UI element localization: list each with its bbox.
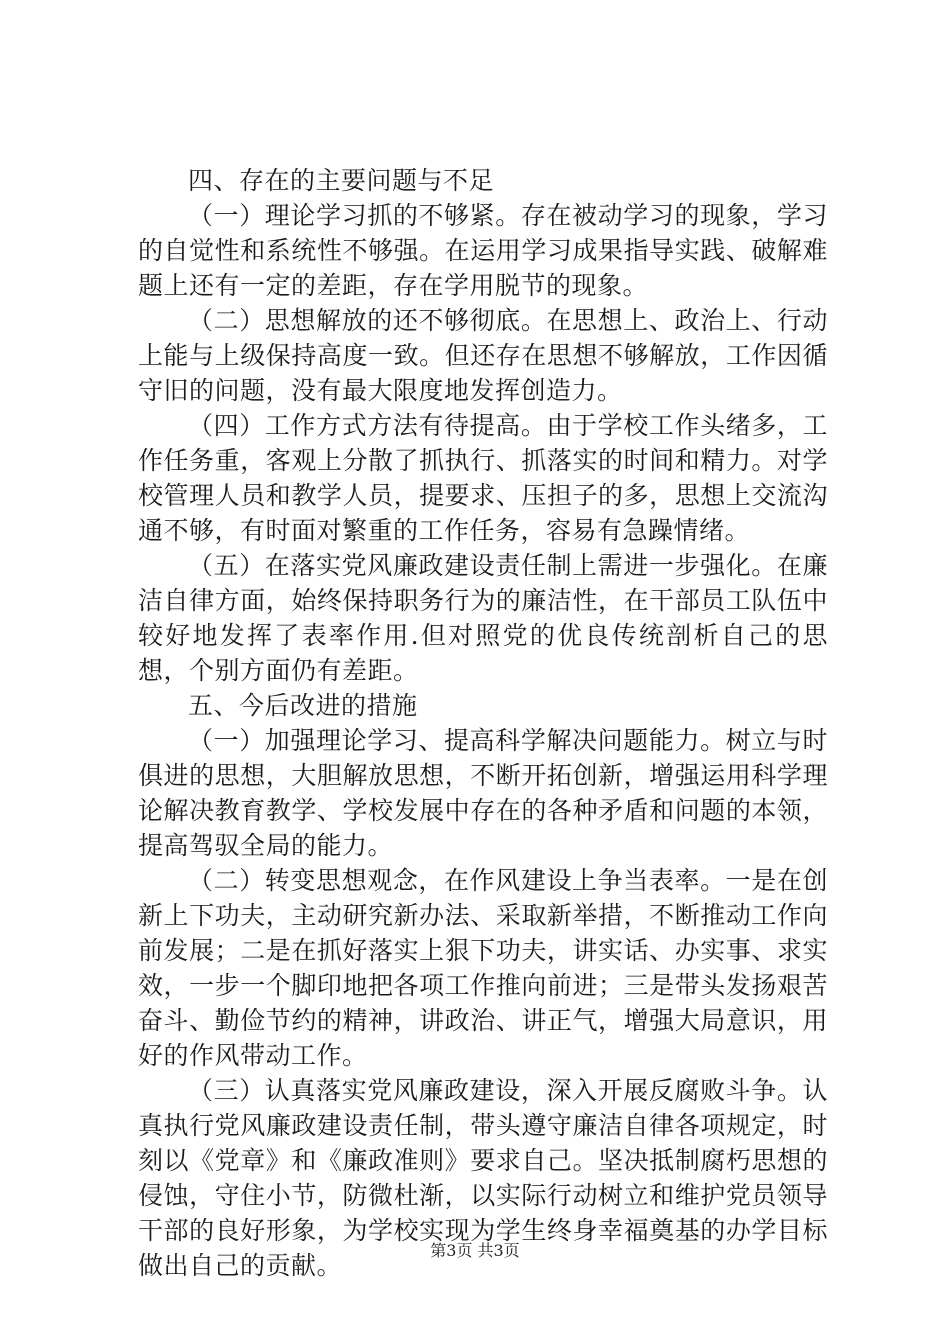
- paragraph: （一）理论学习抓的不够紧。存在被动学习的现象，学习的自觉性和系统性不够强。在运用学习成果指导实践、破解难题上还有一定的差距，存在学用脱节的现象。: [138, 201, 828, 300]
- page-number: 第3页 共3页: [430, 1241, 520, 1260]
- paragraph: （五）在落实党风廉政建设责任制上需进一步强化。在廉洁自律方面，始终保持职务行为的廉洁性，在干部员工队伍中较好地发挥了表率作用.但对照党的优良传统剖析自己的思想，个别方面仍有差距。: [138, 551, 828, 685]
- paragraph: （二）思想解放的还不够彻底。在思想上、政治上、行动上能与上级保持高度一致。但还存在思想不够解放，工作因循守旧的问题，没有最大限度地发挥创造力。: [138, 306, 828, 405]
- paragraph: （一）加强理论学习、提高科学解决问题能力。树立与时俱进的思想，大胆解放思想，不断开拓创新，增强运用科学理论解决教育教学、学校发展中存在的各种矛盾和问题的本领，提高驾驭全局的能力。: [138, 726, 828, 860]
- page-footer: [0, 1241, 950, 1261]
- paragraph: （二）转变思想观念，在作风建设上争当表率。一是在创新上下功夫，主动研究新办法、采取新举措，不断推动工作向前发展；二是在抓好落实上狠下功夫，讲实话、办实事、求实效，一步一个脚印地把各项工作推向前进；三是带头发扬艰苦奋斗、勤俭节约的精神，讲政治、讲正气，增强大局意识，用好的作风带动工作。: [138, 866, 828, 1070]
- document-body: [138, 163, 828, 1283]
- section-heading-measures: 五、今后改进的措施: [188, 691, 418, 720]
- paragraph: （三）认真落实党风廉政建设，深入开展反腐败斗争。认真执行党风廉政建设责任制，带头遵守廉洁自律各项规定，时刻以《党章》和《廉政准则》要求自己。坚决抵制腐朽思想的侵蚀，守住小节，防微杜渐，以实际行动树立和维护党员领导干部的良好形象，为学校实现为学生终身幸福奠基的办学目标做出自己的贡献。: [138, 1076, 828, 1280]
- section-heading-problems: 四、存在的主要问题与不足: [188, 166, 495, 195]
- paragraph: （四）工作方式方法有待提高。由于学校工作头绪多，工作任务重，客观上分散了抓执行、抓落实的时间和精力。对学校管理人员和教学人员，提要求、压担子的多，思想上交流沟通不够，有时面对繁重的工作任务，容易有急躁情绪。: [138, 411, 828, 545]
